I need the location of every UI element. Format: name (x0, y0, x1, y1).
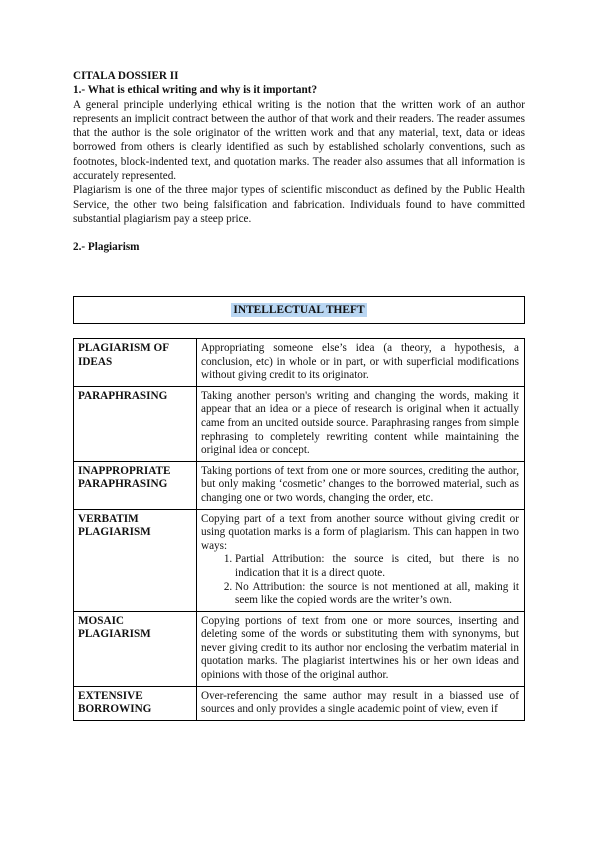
description-cell: Taking another person's writing and changing the words, making it appear that an idea or a piece of research is original when it actually came from an uncited outside source. Paraphrasing ranges from simple rephrasing to completely rewriting content while maintaining the original idea or concept. (197, 386, 525, 461)
term-cell: VERBATIM PLAGIARISM (74, 509, 197, 611)
table-row (74, 339, 525, 387)
table-row (74, 461, 525, 509)
section-heading-ethical-writing: 1.- What is ethical writing and why is it important? (73, 84, 318, 97)
document-body (73, 69, 525, 255)
term-cell: EXTENSIVE BORROWING (74, 686, 197, 720)
description-text: Copying part of a text from another source without giving credit or using quotation marks is a form of plagiarism. This can happen in two ways: (201, 512, 519, 552)
table-row (74, 386, 525, 461)
intellectual-theft-box (73, 296, 525, 324)
list-item: 2. No Attribution: the source is not mentioned at all, making it seem like the copied words are the writer’s own. (235, 581, 519, 608)
term-cell: INAPPROPRIATE PARAPHRASING (74, 461, 197, 509)
attribution-list (201, 553, 519, 607)
description-cell: Taking portions of text from one or more sources, crediting the author, but only making ‘cosmetic’ changes to the borrowed material, such as changing one or two words, changing the order, etc. (197, 461, 525, 509)
intellectual-theft-title: INTELLECTUAL THEFT (233, 304, 365, 316)
table-row (74, 509, 525, 611)
section-heading-plagiarism: 2.- Plagiarism (73, 241, 140, 254)
list-item: 1. Partial Attribution: the source is cited, but there is no indication that it is a direct quote. (235, 553, 519, 580)
term-cell: PARAPHRASING (74, 386, 197, 461)
description-cell: Over-referencing the same author may result in a biassed use of sources and only provides a single academic point of view, even if (197, 686, 525, 720)
table-row (74, 686, 525, 720)
document-title: CITALA DOSSIER II (73, 70, 179, 82)
description-cell: Copying portions of text from one or more sources, inserting and deleting some of the words or substituting them with synonyms, but never giving credit to its author nor enclosing the verbatim material in quotation marks. The plagiarist intertwines his or her own ideas and opinions with those of the original author. (197, 611, 525, 686)
description-cell: Appropriating someone else’s idea (a theory, a hypothesis, a conclusion, etc) in whole or in part, or with superficial modifications without giving credit to its originator. (197, 339, 525, 387)
term-cell: MOSAIC PLAGIARISM (74, 611, 197, 686)
description-cell (197, 509, 525, 611)
paragraph-ethical-writing: A general principle underlying ethical writing is the notion that the written work of an author represents an implicit contract between the author of that work and their readers. The reader assumes that the author is the sole originator of the written work and that any material, text, data or ideas borrowed from others is clearly identified as such by established scholarly conventions, such as footnotes, block-indented text, and quotation marks. The reader also assumes that all information is accurately represented. (73, 98, 525, 183)
paragraph-plagiarism-misconduct: Plagiarism is one of the three major types of scientific misconduct as defined by the Public Health Service, the other two being falsification and fabrication. Individuals found to have committed substantial plagiarism pay a steep price. (73, 184, 525, 225)
term-cell: PLAGIARISM OF IDEAS (74, 339, 197, 387)
table-row (74, 611, 525, 686)
plagiarism-types-table (73, 338, 525, 721)
